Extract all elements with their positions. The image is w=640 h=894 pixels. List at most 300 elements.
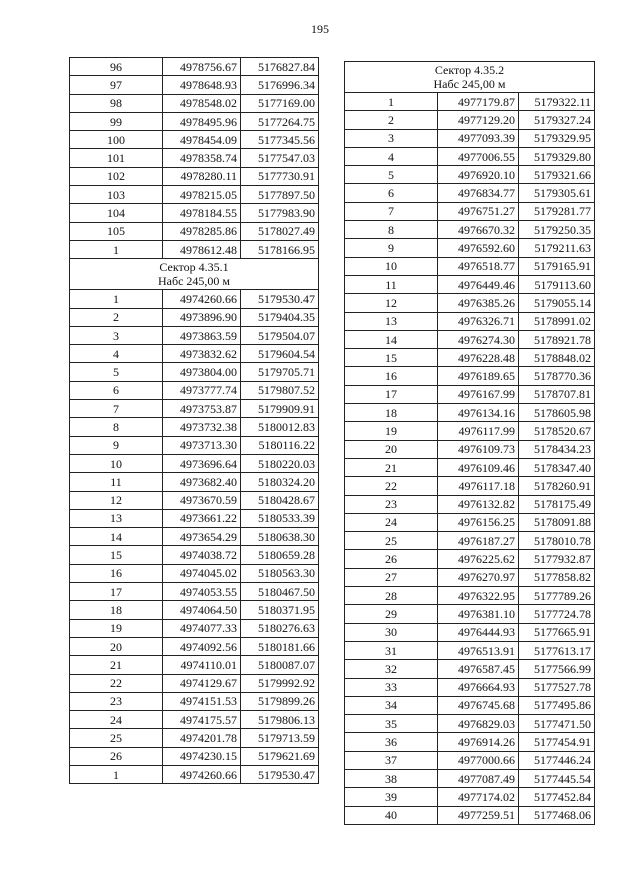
table-row (345, 330, 595, 348)
table-row (70, 436, 319, 454)
page-number: 195 (311, 22, 329, 36)
y-coordinate-cell: 5180012.83 (241, 418, 319, 436)
point-number-cell: 6 (70, 381, 163, 399)
point-number-cell: 7 (345, 202, 438, 220)
y-coordinate-cell: 5179305.61 (519, 184, 595, 202)
x-coordinate-cell: 4973682.40 (163, 473, 241, 491)
table-row (345, 239, 595, 257)
y-coordinate-cell: 5179329.95 (519, 129, 595, 147)
x-coordinate-cell: 4973654.29 (163, 528, 241, 546)
x-coordinate-cell: 4974260.66 (163, 290, 241, 308)
x-coordinate-cell: 4973777.74 (163, 381, 241, 399)
point-number-cell: 11 (70, 473, 163, 491)
x-coordinate-cell: 4976274.30 (438, 330, 519, 348)
y-coordinate-cell: 5179992.92 (241, 674, 319, 692)
point-number-cell: 16 (70, 564, 163, 582)
point-number-cell: 1 (70, 290, 163, 308)
x-coordinate-cell: 4973713.30 (163, 436, 241, 454)
x-coordinate-cell: 4976914.26 (438, 733, 519, 751)
x-coordinate-cell: 4973896.90 (163, 308, 241, 326)
y-coordinate-cell: 5179604.54 (241, 345, 319, 363)
x-coordinate-cell: 4973696.64 (163, 454, 241, 472)
point-number-cell: 13 (345, 312, 438, 330)
y-coordinate-cell: 5179055.14 (519, 294, 595, 312)
point-number-cell: 96 (70, 58, 163, 76)
y-coordinate-cell: 5180638.30 (241, 528, 319, 546)
y-coordinate-cell: 5177445.54 (519, 769, 595, 787)
point-number-cell: 24 (345, 513, 438, 531)
y-coordinate-cell: 5177452.84 (519, 788, 595, 806)
table-row (70, 711, 319, 729)
x-coordinate-cell: 4978358.74 (163, 149, 241, 167)
y-coordinate-cell: 5180428.67 (241, 491, 319, 509)
table-row (345, 93, 595, 111)
table-row (345, 587, 595, 605)
right-coordinates-table (344, 61, 595, 825)
x-coordinate-cell: 4976385.26 (438, 294, 519, 312)
table-row (70, 131, 319, 149)
x-coordinate-cell: 4973670.59 (163, 491, 241, 509)
point-number-cell: 9 (345, 239, 438, 257)
table-row (345, 623, 595, 641)
y-coordinate-cell: 5177983.90 (241, 204, 319, 222)
table-row (345, 605, 595, 623)
y-coordinate-cell: 5177495.86 (519, 696, 595, 714)
x-coordinate-cell: 4974092.56 (163, 637, 241, 655)
table-row (345, 532, 595, 550)
point-number-cell: 10 (345, 257, 438, 275)
table-row (70, 94, 319, 112)
point-number-cell: 1 (70, 765, 163, 783)
table-row (345, 550, 595, 568)
point-number-cell: 8 (345, 221, 438, 239)
x-coordinate-cell: 4977179.87 (438, 93, 519, 111)
table-row (345, 495, 595, 513)
y-coordinate-cell: 5180467.50 (241, 583, 319, 601)
table-row (70, 692, 319, 710)
x-coordinate-cell: 4976187.27 (438, 532, 519, 550)
x-coordinate-cell: 4974201.78 (163, 729, 241, 747)
table-row (345, 275, 595, 293)
x-coordinate-cell: 4976326.71 (438, 312, 519, 330)
x-coordinate-cell: 4976134.16 (438, 404, 519, 422)
table-row (345, 129, 595, 147)
y-coordinate-cell: 5177566.99 (519, 660, 595, 678)
point-number-cell: 36 (345, 733, 438, 751)
y-coordinate-cell: 5177724.78 (519, 605, 595, 623)
y-coordinate-cell: 5180181.66 (241, 637, 319, 655)
table-row (70, 186, 319, 204)
table-row (70, 473, 319, 491)
point-number-cell: 15 (345, 349, 438, 367)
y-coordinate-cell: 5177345.56 (241, 131, 319, 149)
point-number-cell: 3 (70, 326, 163, 344)
table-row (70, 112, 319, 130)
point-number-cell: 101 (70, 149, 163, 167)
table-row (345, 440, 595, 458)
y-coordinate-cell: 5178707.81 (519, 385, 595, 403)
x-coordinate-cell: 4976117.99 (438, 422, 519, 440)
y-coordinate-cell: 5177446.24 (519, 751, 595, 769)
table-row (345, 660, 595, 678)
point-number-cell: 17 (345, 385, 438, 403)
point-number-cell: 31 (345, 641, 438, 659)
x-coordinate-cell: 4973863.59 (163, 326, 241, 344)
x-coordinate-cell: 4976225.62 (438, 550, 519, 568)
table-row (70, 204, 319, 222)
y-coordinate-cell: 5177932.87 (519, 550, 595, 568)
y-coordinate-cell: 5176827.84 (241, 58, 319, 76)
y-coordinate-cell: 5179281.77 (519, 202, 595, 220)
point-number-cell: 22 (345, 477, 438, 495)
y-coordinate-cell: 5178027.49 (241, 222, 319, 240)
y-coordinate-cell: 5178921.78 (519, 330, 595, 348)
table-row (345, 349, 595, 367)
point-number-cell: 19 (70, 619, 163, 637)
point-number-cell: 14 (345, 330, 438, 348)
point-number-cell: 18 (70, 601, 163, 619)
table-row (345, 458, 595, 476)
table-row (345, 147, 595, 165)
point-number-cell: 104 (70, 204, 163, 222)
table-row (70, 418, 319, 436)
x-coordinate-cell: 4974175.57 (163, 711, 241, 729)
x-coordinate-cell: 4976664.93 (438, 678, 519, 696)
table-row (345, 184, 595, 202)
point-number-cell: 40 (345, 806, 438, 824)
y-coordinate-cell: 5178260.91 (519, 477, 595, 495)
sector-header-cell (345, 62, 595, 93)
point-number-cell: 1 (70, 240, 163, 258)
point-number-cell: 2 (345, 111, 438, 129)
x-coordinate-cell: 4976228.48 (438, 349, 519, 367)
y-coordinate-cell: 5177547.03 (241, 149, 319, 167)
x-coordinate-cell: 4976444.93 (438, 623, 519, 641)
table-row (345, 769, 595, 787)
x-coordinate-cell: 4977087.49 (438, 769, 519, 787)
y-coordinate-cell: 5179705.71 (241, 363, 319, 381)
table-row (70, 240, 319, 258)
y-coordinate-cell: 5180324.20 (241, 473, 319, 491)
table-row (70, 564, 319, 582)
point-number-cell: 105 (70, 222, 163, 240)
x-coordinate-cell: 4976132.82 (438, 495, 519, 513)
table-row (345, 221, 595, 239)
sector-subtitle: Набс 245,00 м (433, 77, 506, 91)
sector-title: Сектор 4.35.2 (434, 63, 505, 77)
y-coordinate-cell: 5177789.26 (519, 587, 595, 605)
y-coordinate-cell: 5179211.63 (519, 239, 595, 257)
point-number-cell: 13 (70, 509, 163, 527)
table-row (70, 601, 319, 619)
table-row (345, 641, 595, 659)
x-coordinate-cell: 4976745.68 (438, 696, 519, 714)
table-row (345, 678, 595, 696)
point-number-cell: 100 (70, 131, 163, 149)
table-row (345, 715, 595, 733)
point-number-cell: 26 (70, 747, 163, 765)
table-row (70, 729, 319, 747)
point-number-cell: 4 (345, 147, 438, 165)
x-coordinate-cell: 4976592.60 (438, 239, 519, 257)
sector-header-cell (70, 259, 319, 290)
x-coordinate-cell: 4978756.67 (163, 58, 241, 76)
y-coordinate-cell: 5180563.30 (241, 564, 319, 582)
x-coordinate-cell: 4974230.15 (163, 747, 241, 765)
table-row (345, 422, 595, 440)
point-number-cell: 103 (70, 186, 163, 204)
x-coordinate-cell: 4974045.02 (163, 564, 241, 582)
y-coordinate-cell: 5179806.13 (241, 711, 319, 729)
y-coordinate-cell: 5179807.52 (241, 381, 319, 399)
point-number-cell: 27 (345, 568, 438, 586)
point-number-cell: 99 (70, 112, 163, 130)
sector-header (70, 259, 319, 290)
point-number-cell: 5 (345, 166, 438, 184)
point-number-cell: 12 (345, 294, 438, 312)
table-row (70, 509, 319, 527)
y-coordinate-cell: 5179404.35 (241, 308, 319, 326)
y-coordinate-cell: 5178434.23 (519, 440, 595, 458)
x-coordinate-cell: 4978548.02 (163, 94, 241, 112)
y-coordinate-cell: 5177613.17 (519, 641, 595, 659)
point-number-cell: 39 (345, 788, 438, 806)
x-coordinate-cell: 4978215.05 (163, 186, 241, 204)
table-row (345, 385, 595, 403)
x-coordinate-cell: 4977129.20 (438, 111, 519, 129)
point-number-cell: 18 (345, 404, 438, 422)
y-coordinate-cell: 5180276.63 (241, 619, 319, 637)
table-row (70, 290, 319, 308)
table-row (345, 513, 595, 531)
x-coordinate-cell: 4977259.51 (438, 806, 519, 824)
point-number-cell: 19 (345, 422, 438, 440)
table-row (70, 674, 319, 692)
x-coordinate-cell: 4976189.65 (438, 367, 519, 385)
point-number-cell: 6 (345, 184, 438, 202)
y-coordinate-cell: 5178091.88 (519, 513, 595, 531)
x-coordinate-cell: 4974064.50 (163, 601, 241, 619)
table-row (70, 222, 319, 240)
table-row (70, 637, 319, 655)
point-number-cell: 23 (345, 495, 438, 513)
point-number-cell: 2 (70, 308, 163, 326)
x-coordinate-cell: 4974129.67 (163, 674, 241, 692)
y-coordinate-cell: 5176996.34 (241, 76, 319, 94)
table-row (70, 381, 319, 399)
y-coordinate-cell: 5177468.06 (519, 806, 595, 824)
y-coordinate-cell: 5179621.69 (241, 747, 319, 765)
table-row (70, 76, 319, 94)
x-coordinate-cell: 4978285.86 (163, 222, 241, 240)
x-coordinate-cell: 4974077.33 (163, 619, 241, 637)
point-number-cell: 102 (70, 167, 163, 185)
point-number-cell: 35 (345, 715, 438, 733)
y-coordinate-cell: 5178605.98 (519, 404, 595, 422)
y-coordinate-cell: 5180220.03 (241, 454, 319, 472)
table-row (70, 363, 319, 381)
x-coordinate-cell: 4978280.11 (163, 167, 241, 185)
x-coordinate-cell: 4973804.00 (163, 363, 241, 381)
left-coordinates-table (69, 57, 319, 784)
y-coordinate-cell: 5179165.91 (519, 257, 595, 275)
table-row (70, 491, 319, 509)
point-number-cell: 3 (345, 129, 438, 147)
x-coordinate-cell: 4974053.55 (163, 583, 241, 601)
point-number-cell: 34 (345, 696, 438, 714)
y-coordinate-cell: 5180371.95 (241, 601, 319, 619)
y-coordinate-cell: 5178520.67 (519, 422, 595, 440)
x-coordinate-cell: 4976518.77 (438, 257, 519, 275)
y-coordinate-cell: 5177897.50 (241, 186, 319, 204)
point-number-cell: 14 (70, 528, 163, 546)
y-coordinate-cell: 5179321.66 (519, 166, 595, 184)
point-number-cell: 1 (345, 93, 438, 111)
table-row (70, 345, 319, 363)
point-number-cell: 20 (70, 637, 163, 655)
y-coordinate-cell: 5179909.91 (241, 400, 319, 418)
y-coordinate-cell: 5179113.60 (519, 275, 595, 293)
x-coordinate-cell: 4976751.27 (438, 202, 519, 220)
x-coordinate-cell: 4973661.22 (163, 509, 241, 527)
x-coordinate-cell: 4976167.99 (438, 385, 519, 403)
table-row (345, 751, 595, 769)
y-coordinate-cell: 5180659.28 (241, 546, 319, 564)
table-row (345, 733, 595, 751)
table-row (345, 696, 595, 714)
point-number-cell: 21 (70, 656, 163, 674)
table-row (345, 806, 595, 824)
table-row (345, 788, 595, 806)
y-coordinate-cell: 5179899.26 (241, 692, 319, 710)
y-coordinate-cell: 5177169.00 (241, 94, 319, 112)
point-number-cell: 5 (70, 363, 163, 381)
table-row (345, 257, 595, 275)
point-number-cell: 22 (70, 674, 163, 692)
x-coordinate-cell: 4976449.46 (438, 275, 519, 293)
point-number-cell: 8 (70, 418, 163, 436)
y-coordinate-cell: 5178848.02 (519, 349, 595, 367)
y-coordinate-cell: 5179530.47 (241, 290, 319, 308)
y-coordinate-cell: 5179713.59 (241, 729, 319, 747)
y-coordinate-cell: 5178770.36 (519, 367, 595, 385)
x-coordinate-cell: 4974038.72 (163, 546, 241, 564)
point-number-cell: 16 (345, 367, 438, 385)
point-number-cell: 21 (345, 458, 438, 476)
point-number-cell: 17 (70, 583, 163, 601)
point-number-cell: 15 (70, 546, 163, 564)
table-row (345, 312, 595, 330)
point-number-cell: 10 (70, 454, 163, 472)
x-coordinate-cell: 4976834.77 (438, 184, 519, 202)
table-row (70, 326, 319, 344)
point-number-cell: 33 (345, 678, 438, 696)
y-coordinate-cell: 5178175.49 (519, 495, 595, 513)
point-number-cell: 26 (345, 550, 438, 568)
table-row (70, 765, 319, 783)
point-number-cell: 11 (345, 275, 438, 293)
x-coordinate-cell: 4978184.55 (163, 204, 241, 222)
table-row (345, 166, 595, 184)
x-coordinate-cell: 4978612.48 (163, 240, 241, 258)
x-coordinate-cell: 4978454.09 (163, 131, 241, 149)
x-coordinate-cell: 4976587.45 (438, 660, 519, 678)
x-coordinate-cell: 4977000.66 (438, 751, 519, 769)
table-row (70, 656, 319, 674)
x-coordinate-cell: 4973753.87 (163, 400, 241, 418)
point-number-cell: 29 (345, 605, 438, 623)
table-row (345, 367, 595, 385)
point-number-cell: 37 (345, 751, 438, 769)
y-coordinate-cell: 5178991.02 (519, 312, 595, 330)
table-row (70, 546, 319, 564)
y-coordinate-cell: 5178347.40 (519, 458, 595, 476)
table-row (345, 111, 595, 129)
table-row (345, 568, 595, 586)
table-row (70, 747, 319, 765)
y-coordinate-cell: 5179327.24 (519, 111, 595, 129)
table-row (70, 583, 319, 601)
table-row (70, 308, 319, 326)
y-coordinate-cell: 5180533.39 (241, 509, 319, 527)
y-coordinate-cell: 5177665.91 (519, 623, 595, 641)
x-coordinate-cell: 4974260.66 (163, 765, 241, 783)
table-row (70, 454, 319, 472)
y-coordinate-cell: 5179329.80 (519, 147, 595, 165)
x-coordinate-cell: 4976670.32 (438, 221, 519, 239)
y-coordinate-cell: 5180116.22 (241, 436, 319, 454)
point-number-cell: 30 (345, 623, 438, 641)
point-number-cell: 4 (70, 345, 163, 363)
x-coordinate-cell: 4977093.39 (438, 129, 519, 147)
x-coordinate-cell: 4973732.38 (163, 418, 241, 436)
x-coordinate-cell: 4976513.91 (438, 641, 519, 659)
y-coordinate-cell: 5179250.35 (519, 221, 595, 239)
table-row (70, 619, 319, 637)
table-row (70, 400, 319, 418)
point-number-cell: 12 (70, 491, 163, 509)
point-number-cell: 28 (345, 587, 438, 605)
y-coordinate-cell: 5178166.95 (241, 240, 319, 258)
y-coordinate-cell: 5179504.07 (241, 326, 319, 344)
sector-subtitle: Набс 245,00 м (157, 274, 231, 289)
point-number-cell: 98 (70, 94, 163, 112)
table-row (345, 404, 595, 422)
x-coordinate-cell: 4976829.03 (438, 715, 519, 733)
y-coordinate-cell: 5179322.11 (519, 93, 595, 111)
x-coordinate-cell: 4973832.62 (163, 345, 241, 363)
y-coordinate-cell: 5180087.07 (241, 656, 319, 674)
point-number-cell: 38 (345, 769, 438, 787)
y-coordinate-cell: 5177858.82 (519, 568, 595, 586)
table-row (345, 202, 595, 220)
x-coordinate-cell: 4976920.10 (438, 166, 519, 184)
table-row (70, 528, 319, 546)
y-coordinate-cell: 5177454.91 (519, 733, 595, 751)
x-coordinate-cell: 4976270.97 (438, 568, 519, 586)
table-row (70, 167, 319, 185)
y-coordinate-cell: 5177730.91 (241, 167, 319, 185)
point-number-cell: 23 (70, 692, 163, 710)
x-coordinate-cell: 4976322.95 (438, 587, 519, 605)
sector-title: Сектор 4.35.1 (159, 260, 229, 275)
x-coordinate-cell: 4976117.18 (438, 477, 519, 495)
table-row (70, 58, 319, 76)
y-coordinate-cell: 5179530.47 (241, 765, 319, 783)
point-number-cell: 9 (70, 436, 163, 454)
point-number-cell: 97 (70, 76, 163, 94)
y-coordinate-cell: 5177527.78 (519, 678, 595, 696)
